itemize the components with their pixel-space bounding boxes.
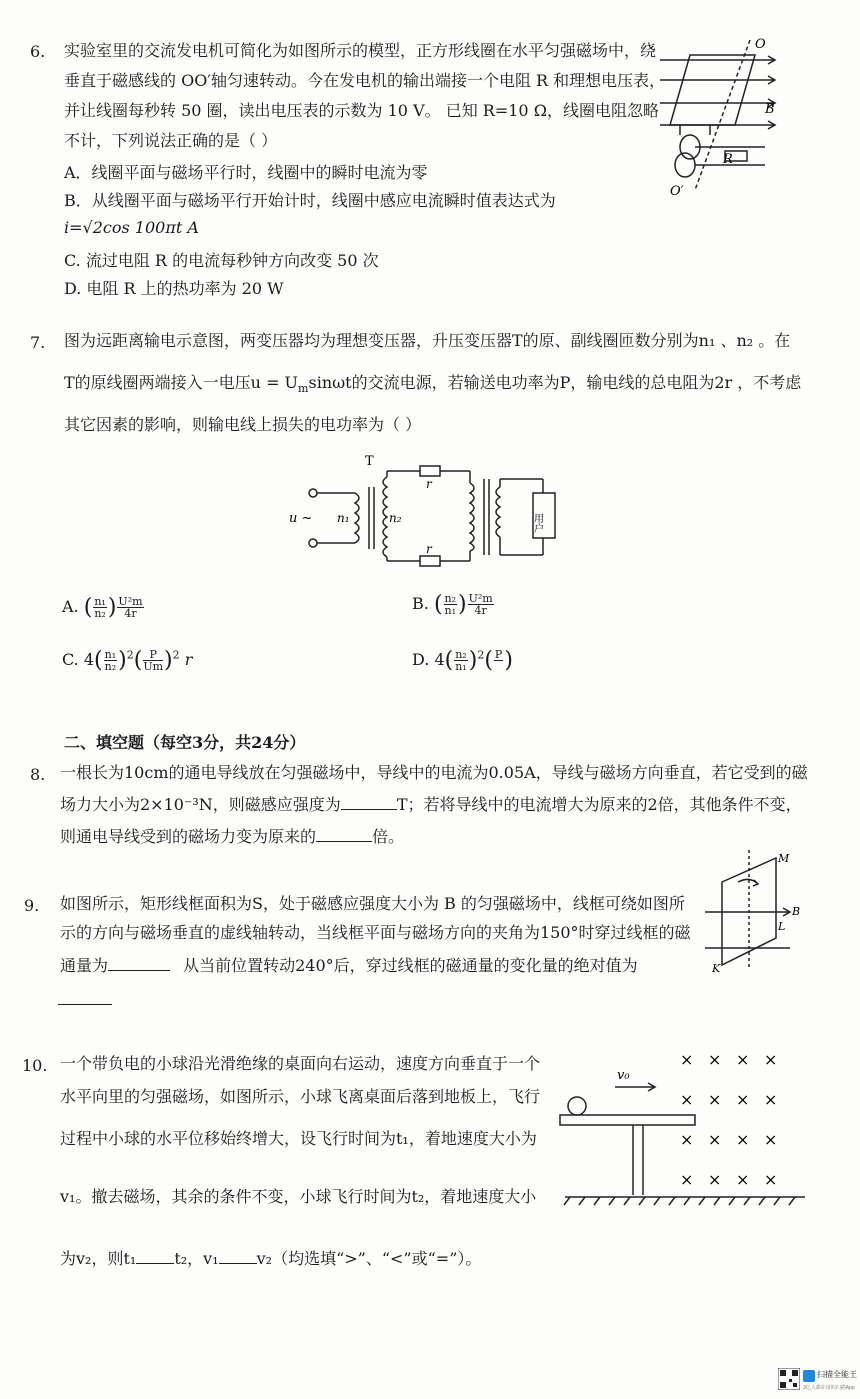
q10-line-3: 过程中小球的水平位移始终增大，设飞行时间为t₁，着地速度大小为 — [60, 1129, 537, 1148]
section-2-title: 二、填空题（每空3分，共24分） — [64, 733, 306, 752]
q10-table-figure — [555, 1045, 810, 1220]
q7-d-p-top: P — [494, 648, 503, 661]
q7-label-n2: n₂ — [389, 511, 402, 525]
cross-icon: × — [708, 1090, 722, 1109]
q8-blank-1[interactable] — [341, 795, 397, 810]
q7-a-u-bot: 4r — [124, 607, 137, 620]
q10-number: 10. — [22, 1056, 48, 1075]
q7-option-b-label: B. — [412, 594, 429, 613]
cross-icon: × — [764, 1090, 778, 1109]
cross-icon: × — [736, 1090, 750, 1109]
q8-line-2 — [60, 794, 802, 816]
q6-line-1: 实验室里的交流发电机可简化为如图所示的模型，正方形线圈在水平匀强磁场中，绕 — [64, 41, 657, 60]
q6-option-b: B．从线圈平面与磁场平行开始计时，线圈中感应电流瞬时值表达式为 — [64, 191, 556, 210]
q8-line-3 — [60, 826, 404, 848]
q9-label-l: L — [778, 920, 786, 933]
q6-generator-figure — [655, 35, 780, 200]
q7-option-c-label: C. — [62, 650, 79, 669]
watermark — [778, 1366, 858, 1394]
q9-label-k: K — [712, 962, 721, 975]
q9-number: 9. — [24, 896, 40, 915]
q7-transmission-figure — [285, 455, 575, 570]
q7-option-a: A. ( $\frac{\text{n₁}}{\text{n₂}}$ ) $\frac{\text{U²m}}{4r}$ — [62, 595, 143, 620]
q7-d-n-top: n₂ — [455, 648, 467, 661]
cross-icon: × — [680, 1130, 694, 1149]
q9-frame-figure — [700, 850, 810, 975]
q7-b-u-bot: 4r — [474, 604, 487, 617]
scanner-logo-icon — [803, 1370, 815, 1382]
q10-line-5 — [60, 1248, 481, 1270]
q7-c-sq2: 2 — [172, 648, 180, 662]
q7-line-2-part1: T的原线圈两端接入一电压u = U — [64, 373, 299, 392]
q8-line-2-text: 场力大小为2×10⁻³N，则磁感应强度为 — [60, 795, 341, 814]
cross-icon: × — [736, 1050, 750, 1069]
q7-c-sq1: 2 — [126, 648, 134, 662]
q7-option-d: D. 4( $\frac{\text{n₂}}{\text{n₁}}$ )$^2$( P ) — [412, 648, 513, 673]
q7-label-n1: n₁ — [337, 511, 350, 525]
cross-icon: × — [764, 1130, 778, 1149]
q8-line-2-tail: T；若将导线中的电流增大为原来的2倍，其他条件不变， — [396, 795, 802, 814]
q7-b-u-top: U²m — [468, 592, 493, 605]
q6-option-a: A．线圈平面与磁场平行时，线圈中的瞬时电流为零 — [64, 163, 428, 182]
q10-label-v0: v₀ — [617, 1068, 630, 1083]
q9-blank-2[interactable] — [58, 1004, 112, 1005]
q9-line-1: 如图所示，矩形线框面积为S，处于磁感应强度大小为 B 的匀强磁场中，线框可绕如图所 — [60, 894, 685, 913]
watermark-subtext: 3亿人都在用的扫描App — [803, 1385, 855, 1391]
q10-line-5-tail: v₂（均选填“>”、“<”或“=”）。 — [256, 1249, 482, 1268]
q7-b-n-bot: n₁ — [444, 604, 457, 617]
cross-icon: × — [764, 1050, 778, 1069]
q7-a-n-bot: n₂ — [94, 607, 106, 620]
q7-number: 7. — [30, 333, 46, 352]
q7-c-p-top: P — [143, 649, 163, 661]
q7-line-3: 其它因素的影响，则输电线上损失的电功率为（ ） — [64, 415, 422, 434]
cross-icon: × — [764, 1170, 778, 1189]
q7-d-n-bot: n₁ — [455, 660, 467, 673]
q10-line-1: 一个带负电的小球沿光滑绝缘的桌面向右运动，速度方向垂直于一个 — [60, 1054, 541, 1073]
q6-line-2: 垂直于磁感线的 OO′轴匀速转动。今在发电机的输出端接一个电阻 R 和理想电压表， — [64, 71, 666, 90]
cross-icon: × — [680, 1170, 694, 1189]
q7-line-2a — [64, 372, 801, 400]
cross-icon: × — [680, 1090, 694, 1109]
q10-blank-2[interactable] — [219, 1249, 257, 1264]
cross-icon: × — [736, 1170, 750, 1189]
q6-label-r: R — [723, 152, 733, 167]
q7-label-user: 用户 — [531, 513, 543, 533]
q8-line-3-tail: 倍。 — [372, 827, 405, 846]
q9-line-3-tail: 从当前位置转动240°后，穿过线框的磁通量的变化量的绝对值为 — [183, 956, 638, 975]
q6-option-c: C. 流过电阻 R 的电流每秒钟方向改变 50 次 — [64, 251, 379, 270]
q10-line-5-t1: 为v₂，则t₁ — [60, 1249, 137, 1268]
cross-icon: × — [708, 1050, 722, 1069]
q7-line-2-part2: sinωt的交流电源，若输送电功率为P，输电线的总电阻为2r ，不考虑 — [308, 373, 802, 392]
q7-a-u-top: U²m — [118, 595, 143, 608]
q7-label-t: T — [365, 455, 374, 469]
watermark-text: 扫描全能王 — [817, 1370, 857, 1379]
q8-line-1: 一根长为10cm的通电导线放在匀强磁场中，导线中的电流为0.05A，导线与磁场方向垂直，若它受到的磁 — [60, 763, 808, 782]
q6-label-o: O — [755, 37, 766, 52]
q7-c-n-top: n₁ — [104, 648, 117, 661]
q6-line-3: 并让线圈每秒转 50 圈，读出电压表的示数为 10 V。 已知 R=10 Ω，线圈电阻忽略 — [64, 101, 659, 120]
q7-option-b: B. ( $\frac{\text{n₂}}{\text{n₁}}$ ) $\frac{\text{U²m}}{4r}$ — [412, 592, 493, 617]
q7-a-n-top: n₁ — [94, 595, 106, 608]
q7-line-1: 图为远距离输电示意图，两变压器均为理想变压器，升压变压器T的原、副线圈匝数分别为n₁ 、n₂ 。在 — [64, 331, 791, 350]
q7-d-coef: 4 — [434, 650, 445, 669]
q6-label-b: B — [765, 102, 775, 117]
q7-c-tail: r — [184, 650, 193, 669]
q9-label-m: M — [778, 852, 790, 865]
cross-icon: × — [736, 1130, 750, 1149]
q9-blank-1[interactable] — [108, 956, 170, 971]
q10-line-5-t2: t₂，v₁ — [174, 1249, 219, 1268]
q8-number: 8. — [30, 765, 46, 784]
q7-option-c: C. 4( $\frac{\text{n₁}}{\text{n₂}}$ )$^2$( $\frac{P}{Um}$ )$^2$ r — [62, 648, 193, 673]
q6-line-4: 不计，下列说法正确的是（ ） — [64, 131, 278, 150]
qr-code-icon — [778, 1368, 800, 1390]
q7-c-p-bot: Um — [143, 660, 164, 673]
q7-label-r-top: r — [426, 477, 432, 491]
q7-option-a-label: A. — [62, 597, 79, 616]
q7-c-coef: 4 — [83, 650, 95, 669]
cross-icon: × — [708, 1170, 722, 1189]
q7-d-sq: 2 — [477, 648, 485, 662]
q6-option-d: D. 电阻 R 上的热功率为 20 W — [64, 279, 284, 298]
q9-line-2: 示的方向与磁场垂直的虚线轴转动，当线框平面与磁场方向的夹角为150°时穿过线框的磁 — [60, 923, 691, 942]
q10-line-2: 水平向里的匀强磁场，如图所示，小球飞离桌面后落到地板上，飞行 — [60, 1087, 541, 1106]
q6-number: 6. — [30, 42, 46, 61]
q7-option-d-label: D. — [412, 650, 430, 669]
q8-blank-2[interactable] — [316, 827, 372, 842]
q7-label-r-bottom: r — [426, 542, 432, 556]
q6-label-o-prime: O′ — [670, 184, 684, 199]
q10-blank-1[interactable] — [136, 1249, 174, 1264]
q7-c-n-bot: n₂ — [104, 660, 117, 673]
q6-option-b-formula: i=√2cos 100πt A — [64, 218, 199, 237]
q9-label-b: B — [792, 905, 801, 918]
q10-line-4: v₁。撤去磁场，其余的条件不变，小球飞行时间为t₂，着地速度大小 — [60, 1187, 537, 1206]
q7-sub-m: m — [298, 382, 309, 396]
cross-icon: × — [708, 1130, 722, 1149]
q8-line-3-text: 则通电导线受到的磁场力变为原来的 — [60, 827, 317, 846]
q9-line-3-text: 通量为 — [60, 956, 109, 975]
q7-b-n-top: n₂ — [444, 592, 457, 605]
cross-icon: × — [680, 1050, 694, 1069]
q9-line-3 — [60, 955, 638, 977]
q7-label-u: u ~ — [289, 511, 313, 526]
